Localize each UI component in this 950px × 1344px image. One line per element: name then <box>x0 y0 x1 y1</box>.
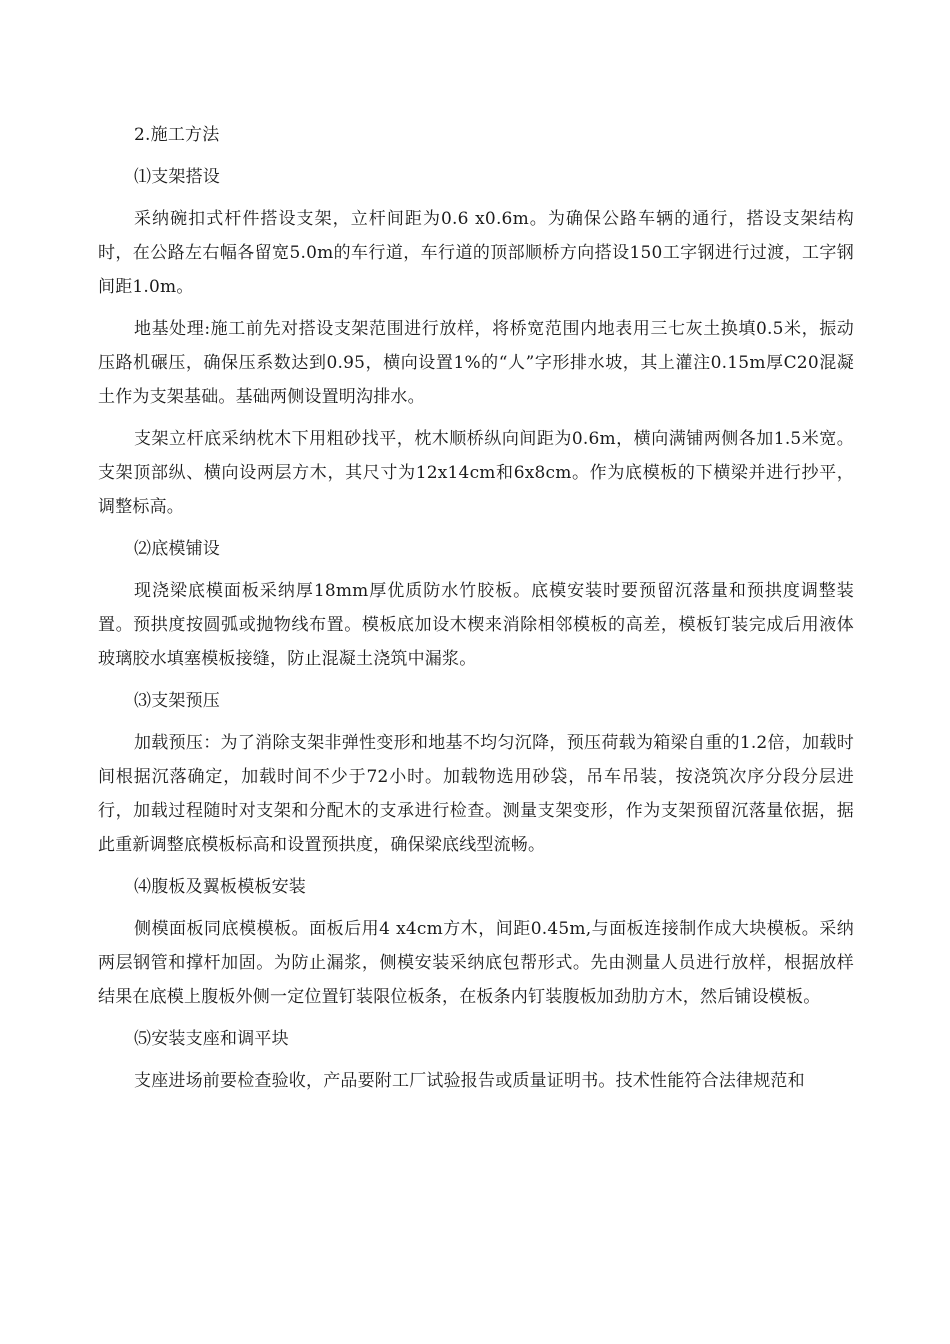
paragraph-pole-base: 支架立杆底采纳枕木下用粗砂找平，枕木顺桥纵向间距为0.6m，横向满铺两侧各加1.5米宽。支架顶部纵、横向设两层方木，其尺寸为12x14cm和6x8cm。作为底模板的下横梁并进行抄平，调整标高。 <box>98 429 854 517</box>
paragraph-preload: 加载预压：为了消除支架非弹性变形和地基不均匀沉降，预压荷载为箱梁自重的1.2倍，加载时间根据沉落确定，加载时间不少于72小时。加载物选用砂袋，吊车吊装，按浇筑次序分段分层进行，加载过程随时对支架和分配木的支承进行检查。测量支架变形，作为支架预留沉落量依据，据此重新调整底模板标高和设置预拱度，确保梁底线型流畅。 <box>98 733 854 855</box>
paragraph-scaffold-spacing: 采纳碗扣式杆件搭设支架，立杆间距为0.6 x0.6m。为确保公路车辆的通行，搭设支架结构时，在公路左右幅各留宽5.0m的车行道，车行道的顶部顺桥方向搭设150工字钢进行过渡，工字钢间距1.0m。 <box>98 209 854 297</box>
subheading-scaffold-preload: ⑶支架预压 <box>134 691 220 711</box>
paragraph-side-formwork: 侧模面板同底模模板。面板后用4 x4cm方木，间距0.45m,与面板连接制作成大块模板。采纳两层钢管和撑杆加固。为防止漏浆，侧模安装采纳底包帮形式。先由测量人员进行放样，根据放样结果在底模上腹板外侧一定位置钉装限位板条，在板条内钉装腹板加劲肋方木，然后铺设模板。 <box>98 919 854 1007</box>
paragraph-foundation-treatment: 地基处理:施工前先对搭设支架范围进行放样，将桥宽范围内地表用三七灰土换填0.5米，振动压路机碾压，确保压系数达到0.95，横向设置1%的“人”字形排水坡，其上灌注0.15m厚C20混凝土作为支架基础。基础两侧设置明沟排水。 <box>98 319 854 407</box>
subheading-web-wing-formwork: ⑷腹板及翼板模板安装 <box>134 877 306 897</box>
document-body <box>98 118 854 1106</box>
paragraph-bottom-formwork: 现浇梁底模面板采纳厚18mm厚优质防水竹胶板。底模安装时要预留沉落量和预拱度调整装置。预拱度按圆弧或抛物线布置。模板底加设木楔来消除相邻模板的高差，模板钉装完成后用液体玻璃胶水填塞模板接缝，防止混凝土浇筑中漏浆。 <box>98 581 854 669</box>
subheading-scaffold-erection: ⑴支架搭设 <box>134 167 220 187</box>
paragraph-bearing-inspection: 支座进场前要检查验收，产品要附工厂试验报告或质量证明书。技术性能符合法律规范和 <box>134 1071 805 1091</box>
subheading-bearing-install: ⑸安装支座和调平块 <box>134 1029 289 1049</box>
subheading-bottom-formwork: ⑵底模铺设 <box>134 539 220 559</box>
section-heading-construction-method: 2.施工方法 <box>134 125 220 145</box>
